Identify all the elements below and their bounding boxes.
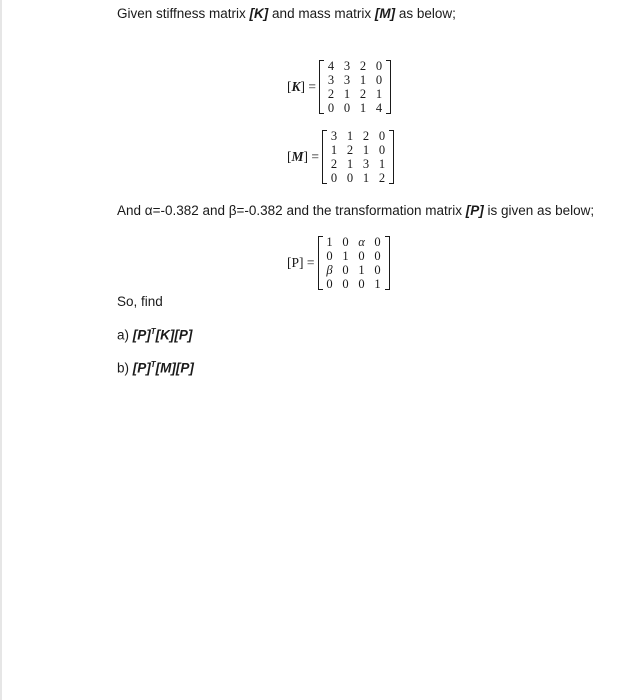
left-bracket xyxy=(319,60,324,114)
part-b-expr-1: [P] xyxy=(132,360,151,376)
left-bracket xyxy=(322,130,327,184)
mass-matrix-label xyxy=(287,149,319,165)
matrix-cell: 1 xyxy=(374,277,381,291)
part-b-expr-2: [M][P] xyxy=(155,360,194,376)
transform-matrix-block xyxy=(287,235,390,291)
matrix-cell: 0 xyxy=(358,249,365,263)
mass-matrix xyxy=(322,129,394,185)
mass-symbol: [M] xyxy=(374,6,396,21)
part-a xyxy=(117,327,192,343)
right-bracket xyxy=(385,236,390,290)
transform-matrix xyxy=(318,235,390,291)
matrix-cell: 0 xyxy=(374,263,381,277)
stiffness-symbol: [K] xyxy=(249,6,269,21)
part-a-expr-2: [K][P] xyxy=(155,327,193,343)
matrix-cell: 1 xyxy=(358,263,365,277)
stiffness-matrix-block xyxy=(287,59,391,115)
matrix-cell: 2 xyxy=(327,87,335,101)
part-b-prefix: b) xyxy=(117,360,133,376)
matrix-cell: 3 xyxy=(343,73,351,87)
matrix-cell: 1 xyxy=(326,235,333,249)
matrix-cell: 0 xyxy=(342,277,349,291)
intro-text-3: as below; xyxy=(395,6,456,21)
label-close: ] = xyxy=(303,149,319,164)
matrix-cell: 0 xyxy=(330,171,338,185)
matrix-cell: 3 xyxy=(362,157,370,171)
matrix-cell: 4 xyxy=(327,59,335,73)
matrix-cell: 0 xyxy=(374,235,381,249)
matrix-cell: 0 xyxy=(346,171,354,185)
matrix-cell: 1 xyxy=(378,157,386,171)
matrix-cell: 0 xyxy=(375,73,383,87)
matrix-cell: 1 xyxy=(342,249,349,263)
matrix-cell: 0 xyxy=(342,263,349,277)
matrix-cell: 0 xyxy=(358,277,365,291)
matrix-cell: α xyxy=(358,235,365,249)
matrix-cell: 2 xyxy=(359,87,367,101)
intro-text-1: Given stiffness matrix xyxy=(117,6,250,21)
stiffness-matrix-label xyxy=(287,79,316,95)
intro-text xyxy=(117,6,456,21)
matrix-cell: 2 xyxy=(359,59,367,73)
matrix-cell: 0 xyxy=(326,249,333,263)
matrix-cell: 3 xyxy=(343,59,351,73)
transform-matrix-label: [P] = xyxy=(287,255,315,270)
label-close: ] = xyxy=(300,79,316,94)
matrix-cell: β xyxy=(326,263,333,277)
label-open: [ xyxy=(287,79,292,94)
matrix-cell: 0 xyxy=(378,143,386,157)
matrix-cell: 2 xyxy=(378,171,386,185)
matrix-cell: 1 xyxy=(362,143,370,157)
matrix-cell: 1 xyxy=(330,143,338,157)
matrix-cell: 3 xyxy=(327,73,335,87)
intro-text-2: and mass matrix xyxy=(268,6,375,21)
part-a-prefix: a) xyxy=(117,327,133,343)
so-find-text: So, find xyxy=(117,294,163,309)
mass-matrix-block xyxy=(287,129,394,185)
label-open: [ xyxy=(287,149,292,164)
stiffness-matrix xyxy=(319,59,391,115)
matrix-cell: 1 xyxy=(346,157,354,171)
matrix-cell: 1 xyxy=(359,73,367,87)
part-b-transpose: T xyxy=(150,360,156,369)
matrix-cell: 4 xyxy=(375,101,383,115)
right-bracket xyxy=(386,60,391,114)
transform-text-2: is given as below; xyxy=(483,203,595,218)
matrix-cell: 0 xyxy=(342,235,349,249)
transform-text xyxy=(117,203,594,218)
matrix-cell: 2 xyxy=(362,129,370,143)
matrix-cell: 2 xyxy=(330,157,338,171)
transform-symbol: [P] xyxy=(465,203,484,218)
part-a-transpose: T xyxy=(150,327,156,336)
matrix-cell: 1 xyxy=(359,101,367,115)
part-b xyxy=(117,360,194,376)
matrix-cell: 0 xyxy=(343,101,351,115)
transform-text-1: And α=-0.382 and β=-0.382 and the transformation matrix xyxy=(117,203,466,218)
matrix-cell: 0 xyxy=(327,101,335,115)
matrix-cell: 0 xyxy=(375,59,383,73)
label-symbol: K xyxy=(291,79,301,94)
matrix-cell: 1 xyxy=(375,87,383,101)
page-edge xyxy=(0,0,2,700)
matrix-cell: 0 xyxy=(326,277,333,291)
matrix-cell: 1 xyxy=(343,87,351,101)
matrix-cell: 3 xyxy=(330,129,338,143)
label-symbol: M xyxy=(291,149,304,164)
matrix-cell: 0 xyxy=(378,129,386,143)
left-bracket xyxy=(318,236,323,290)
matrix-cell: 0 xyxy=(374,249,381,263)
part-a-expr-1: [P] xyxy=(132,327,151,343)
matrix-cell: 1 xyxy=(362,171,370,185)
right-bracket xyxy=(389,130,394,184)
matrix-cell: 2 xyxy=(346,143,354,157)
matrix-cell: 1 xyxy=(346,129,354,143)
